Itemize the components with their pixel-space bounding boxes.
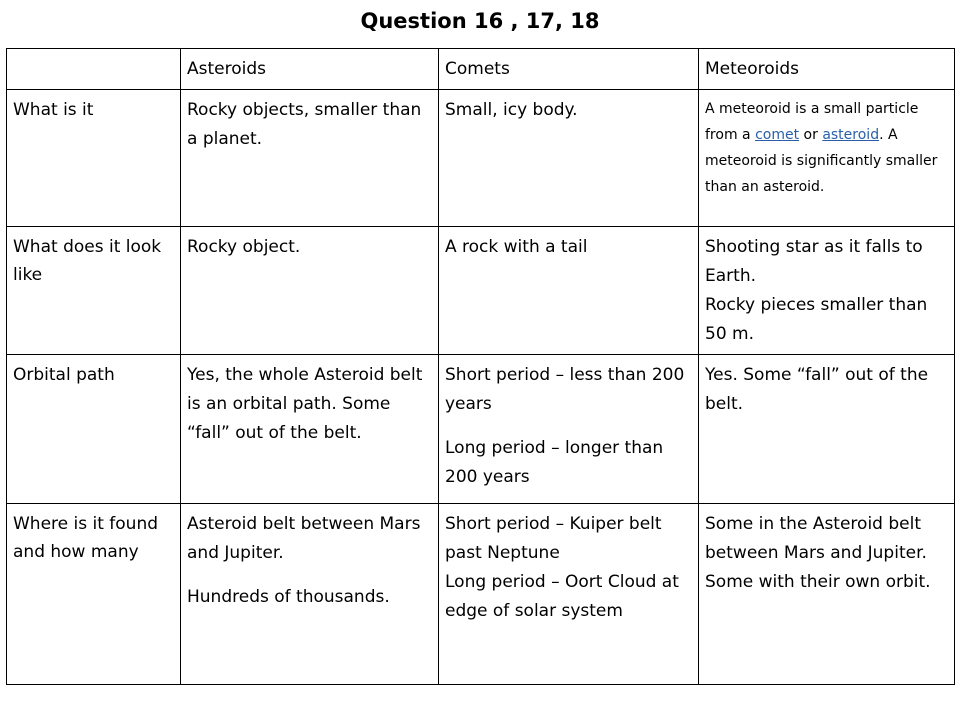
asteroid-link[interactable]: asteroid [822,127,880,143]
comparison-table [6,48,955,685]
cell-asteroids-what: Rocky objects, smaller than a planet. [181,90,439,227]
cell-asteroids-orbit: Yes, the whole Asteroid belt is an orbital path. Some “fall” out of the belt. [181,355,439,504]
comet-oort-line: Long period – Oort Cloud at edge of solar system [445,572,679,621]
column-header-meteoroids: Meteoroids [699,49,955,90]
table-row-orbital-path [7,355,955,504]
asteroid-count-line: Hundreds of thousands. [187,587,390,607]
cell-comets-what: Small, icy body. [439,90,699,227]
column-header-empty [7,49,181,90]
table-row-what-does-it-look-like [7,227,955,355]
row-label-where-is-it-found: Where is it found and how many [7,504,181,685]
cell-meteoroids-look [699,227,955,355]
meteoroid-definition-text-3: . A meteoroid is significantly smaller than an asteroid. [705,127,938,195]
comet-long-period: Long period – longer than 200 years [445,438,664,487]
cell-comets-where [439,504,699,685]
comet-kuiper-line: Short period – Kuiper belt past Neptune [445,514,662,563]
cell-meteoroids-where: Some in the Asteroid belt between Mars and Jupiter. Some with their own orbit. [699,504,955,685]
row-label-what-is-it: What is it [7,90,181,227]
cell-asteroids-look: Rocky object. [181,227,439,355]
column-header-comets: Comets [439,49,699,90]
cell-asteroids-where [181,504,439,685]
column-header-asteroids: Asteroids [181,49,439,90]
meteoroid-look-line-2: Rocky pieces smaller than 50 m. [705,295,928,344]
row-label-orbital-path: Orbital path [7,355,181,504]
table-row-what-is-it [7,90,955,227]
meteoroid-look-line-1: Shooting star as it falls to Earth. [705,237,923,286]
page-title: Question 16 , 17, 18 [360,9,600,33]
meteoroid-definition-text-2: or [799,127,823,143]
cell-comets-orbit [439,355,699,504]
row-label-what-does-it-look-like: What does it look like [7,227,181,355]
cell-meteoroids-orbit: Yes. Some “fall” out of the belt. [699,355,955,504]
comet-short-period: Short period – less than 200 years [445,365,685,414]
meteoroid-definition-text-1: A meteoroid is a small particle from a [705,101,919,143]
cell-meteoroids-what [699,90,955,227]
table-row-where-is-it-found [7,504,955,685]
asteroid-location-line: Asteroid belt between Mars and Jupiter. [187,514,421,563]
comet-link[interactable]: comet [755,127,800,143]
table-header-row [7,49,955,90]
cell-comets-look: A rock with a tail [439,227,699,355]
